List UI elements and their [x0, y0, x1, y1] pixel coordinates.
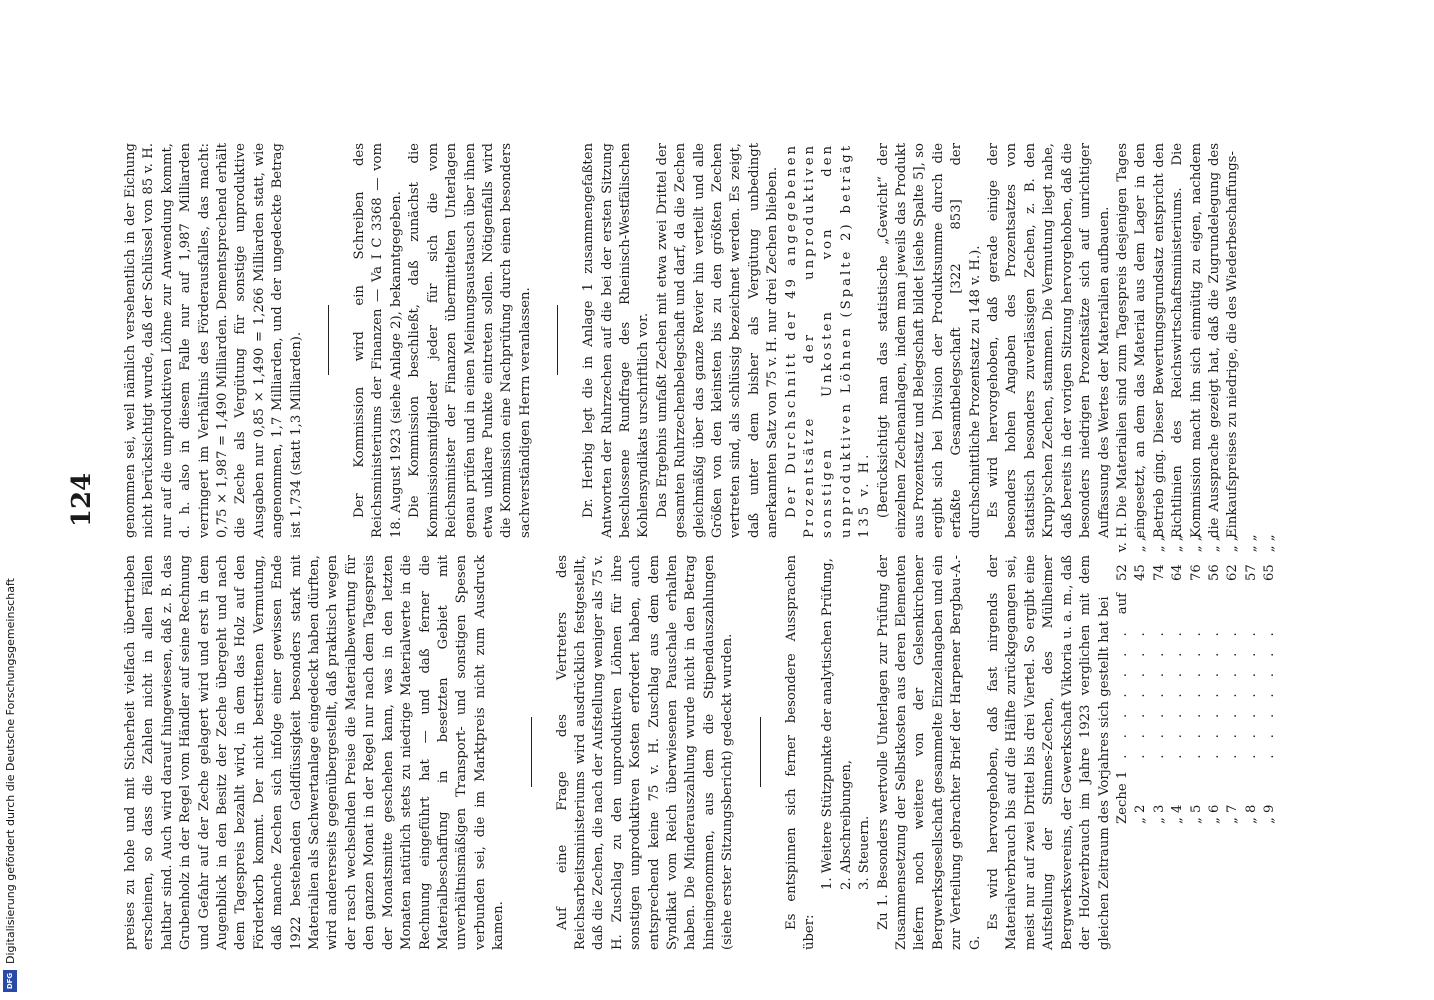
table-row: „ 9 . . . . . . . 65 „ „ — [1261, 516, 1279, 830]
paragraph: Die Kommission beschließt, daß zunächst die Kommissionsmitglieder jeder für sich die vom Reichsminister der Finanzen übermittelten Unterlagen genau prüfen und in einen Meinungsaustausch über ihnen etwa unklare Punkte eintreten sollen. Nötigenfalls wird die Kommission eine Nachprüfung durch einen besonders sachverständigen Herrn veranlassen. — [407, 143, 533, 538]
digitization-footer — [0, 0, 20, 1000]
separator-rule — [531, 718, 532, 788]
paragraph: Der Kommission wird ein Schreiben des Reichsministeriums der Finanzen — Va I C 3368 — vom 18. August 1923 (siehe Anlage 2), bekanntgegeben. — [352, 143, 404, 538]
paragraph: Es wird hervorgehoben, daß fast nirgends der Materialverbrauch bis auf die Hälfte zurückgegangen sei, meist nur auf zwei Drittel bis drei Viertel. So ergibt eine Aufstellung der Stinnes-Zechen, des Mülheimer Bergwerksvereins, der Gewerkschaft Viktoria u. a. m., daß der Holzverbrauch im Jahre 1923 verglichen mit dem gleichen Zeitraum des Vorjahres sich gestellt hat bei — [986, 555, 1112, 950]
table-row: „ 4 . . . . . . . 64 „ „ — [1169, 516, 1187, 830]
document-page — [67, 50, 1367, 950]
row-unit: „ „ — [1225, 534, 1241, 553]
row-label: „ 5 — [1188, 804, 1204, 824]
dfg-logo-icon: DFG — [3, 970, 17, 992]
wood-consumption-table — [1114, 516, 1280, 830]
text-column-left — [122, 143, 1243, 538]
row-label: „ 7 — [1225, 804, 1241, 824]
row-unit: „ „ — [1188, 534, 1204, 553]
row-unit: v. H. — [1114, 522, 1130, 553]
row-prefix: auf — [1114, 593, 1130, 615]
row-value: 76 — [1188, 564, 1204, 582]
row-label: Zeche 1 — [1114, 770, 1130, 824]
separator-rule — [328, 306, 329, 376]
paragraph: Das Ergebnis umfaßt Zechen mit etwa zwei Drittel der gesamten Ruhrzechenbelegschaft und darf, da die Zechen gleichmäßig über das ganze Revier hin verteilt und alle Größen von den kleinsten bis zu den größten Zechen vertreten sind, als schlüssig bezeichnet werden. Es zeigt, daß unter dem bisher als Vergütung unbedingt anerkannten Satz von 75 v. H. nur drei Zechen blieben. — [654, 143, 781, 538]
row-value: 74 — [1151, 564, 1167, 582]
paragraph: Dr. Herbig legt die in Anlage 1 zusammengefaßten Antworten der Ruhrzechen auf die bei der ersten Sitzung beschlossene Rundfrage des Rheinisch-Westfälischen Kohlensyndikats urschriftlich vor. — [581, 143, 652, 538]
table-row: „ 6 . . . . . . . 56 „ „ — [1206, 516, 1224, 830]
paragraph: Es wird hervorgehoben, daß gerade einige der besonders hohen Angaben des Prozentsatzes von statistisch besonders zuverlässigen Zechen, z. B. den Krupp'schen Zechen, stammen. Die Vermutung liegt nahe, daß bereits in der vorigen Sitzung hervorgehoben, daß die besonders niedrigen Prozentsätze sich auf unrichtiger Auffassung des Wertes der Materialien aufbauen. — [986, 143, 1112, 538]
paragraph: Es entspinnen sich ferner besondere Aussprachen über: — [783, 555, 817, 950]
row-unit: „ „ — [1151, 534, 1167, 553]
row-label: „ 8 — [1243, 804, 1259, 824]
list-item: 2. Abschreibungen, — [838, 759, 854, 890]
table-row: „ 8 . . . . . . . 57 „ „ — [1243, 516, 1261, 830]
paragraph: Der Durchschnitt der 49 angegebenen Prozentsätze der unproduktiven sonstigen Unkosten von den unproduktiven Löhnen (Spalte 2) beträgt 135 v. H. — [783, 143, 873, 538]
row-unit: „ „ — [1170, 534, 1186, 553]
row-value: 45 — [1133, 564, 1149, 582]
table-row: „ 3 . . . . . . . 74 „ „ — [1151, 516, 1169, 830]
list-item: 1. Weitere Stützpunkte der analytischen Prüfung, — [820, 558, 836, 890]
row-label: „ 4 — [1170, 804, 1186, 824]
row-label: „ 6 — [1206, 804, 1222, 824]
row-value: 62 — [1225, 564, 1241, 582]
table-row: „ 5 . . . . . . . 76 „ „ — [1188, 516, 1206, 830]
text-column-right — [122, 522, 1280, 950]
row-value: 52 — [1114, 564, 1130, 582]
enumerated-list — [819, 555, 874, 950]
paragraph: preises zu hohe und mit Sicherheit vielfach übertrieben erscheinen, so dass die Zahlen nicht in allen Fällen haltbar sind. Auch wird darauf hingewiesen, daß z. B. das Grubenholz in der Regel vom Händler auf seine Rechnung und Gefahr auf der Zeche gelagert wird und erst in dem Augenblick in den Besitz der Zeche übergeht und nach dem Tagespreis bezahlt wird, in dem das Holz auf den Förderkorb kommt. Der nicht bestrittenen Vermutung, daß manche Zechen sich infolge einer gewissen Ende 1922 bestehenden Geldflüssigkeit besonders stark mit Materialien als Sachwertanlage eingedeckt haben dürften, wird andererseits gegenübergestellt, daß praktisch wegen der rasch wechselnden Preise die Materialbewertung für den ganzen Monat in der Regel nur nach dem Tagespreis der Monatsmitte geschehen kann, was in den letzten Monaten natürlich stets zu niedrige Materialwerte in die Rechnung eingeführt hat — und daß ferner die Materialbeschaffung in besetzten Gebiet mit unverhältnismäßigen Transport- und sonstigen Spesen verbunden sei, die im Marktpreis nicht zum Ausdruck kamen. — [123, 555, 507, 950]
row-value: 64 — [1170, 564, 1186, 582]
row-label: „ 3 — [1151, 804, 1167, 824]
paragraph: (Berücksichtigt man das statistische „Gewicht“ der einzelnen Zechenanlagen, indem man jeweils das Produkt aus Prozentsatz und Belegschaft bildet [siehe Spalte 5], so ergibt sich bei Division der Produktsumme durch die erfaßte Gesamtbelegschaft [322 853] der durchschnittliche Prozentsatz zu 148 v. H.). — [875, 143, 983, 538]
page-number: 124 — [67, 472, 97, 528]
footer-text: Digitalisierung gefördert durch die Deutsche Forschungsgemeinschaft — [3, 578, 17, 964]
row-value: 57 — [1243, 564, 1259, 582]
table-row: „ 2 . . . . . . . 45 „ „ — [1132, 516, 1150, 830]
row-value: 56 — [1206, 564, 1222, 582]
row-unit: „ „ — [1133, 534, 1149, 553]
paragraph: genommen sei, weil nämlich versehentlich in der Eichung nicht berücksichtigt wurde, daß der Schlüssel von 85 v. H. nur auf die unproduktiven Löhne zur Anwendung kommt, d. h. also in diesem Falle nur auf 1,987 Milliarden verringert im Verhältnis des Förderausfalles, das macht: 0,75 × 1,987 = 1,490 Milliarden. Dementsprechend erhält die Zeche als Vergütung für sonstige unproduktive Ausgaben nur 0,85 × 1,490 = 1,266 Milliarden statt, wie angenommen, 1,7 Milliarden, und der ungedeckte Betrag ist 1,734 (statt 1,3 Milliarden). — [123, 143, 304, 538]
paragraph: Auf eine Frage des Vertreters des Reichsarbeitsministeriums wird ausdrücklich festgestellt, daß die Zechen, die nach der Aufstellung weniger als 75 v. H. Zuschlag zu den unproduktiven Löhnen für ihre sonstigen unproduktiven Kosten erfordert haben, auch entsprechend keine 75 v. H. Zuschlag aus dem dem Syndikat vom Reich überwiesenen Pauschale erhalten haben. Die Minderauszahlung wurde nicht in den Betrag hineingenommen, aus dem die Stipendauszahlungen (siehe erster Sitzungsbericht) gedeckt wurden. — [554, 555, 736, 950]
table-row: Zeche 1 . . . . . . . auf 52 v. H. — [1114, 516, 1132, 830]
row-unit: „ „ — [1243, 534, 1259, 553]
row-label: „ 9 — [1262, 804, 1278, 824]
list-item: 3. Steuern. — [857, 815, 873, 890]
row-unit: „ „ — [1206, 534, 1222, 553]
row-unit: „ „ — [1262, 534, 1278, 553]
row-value: 65 — [1262, 564, 1278, 582]
row-label: „ 2 — [1133, 804, 1149, 824]
table-row: „ 7 . . . . . . . 62 „ „ — [1224, 516, 1242, 830]
separator-rule — [557, 306, 558, 376]
paragraph: Zu 1. Besonders wertvolle Unterlagen zur Prüfung der Zusammensetzung der Selbstkosten aus deren Elementen liefern noch weitere von der Gelsenkirchener Bergwerksgesellschaft gesammelte Einzelangaben und ein zur Verteilung gebrachter Brief der Harpener Bergbau-A.-G. — [875, 555, 983, 950]
separator-rule — [760, 718, 761, 788]
paragraph: Die Materialien sind zum Tagespreis desjenigen Tages eingesetzt, an dem das Material aus dem Lager in den Betrieb ging. Dieser Bewertungsgrundsatz entspricht den Richtlinien des Reichswirtschaftsministeriums. Die Kommission macht ihn sich einmütig zu eigen, nachdem die Aussprache gezeigt hat, daß die Zugrundelegung des Einkaufspreises zu niedrige, die des Wiederbeschaffungs- — [1114, 143, 1241, 538]
